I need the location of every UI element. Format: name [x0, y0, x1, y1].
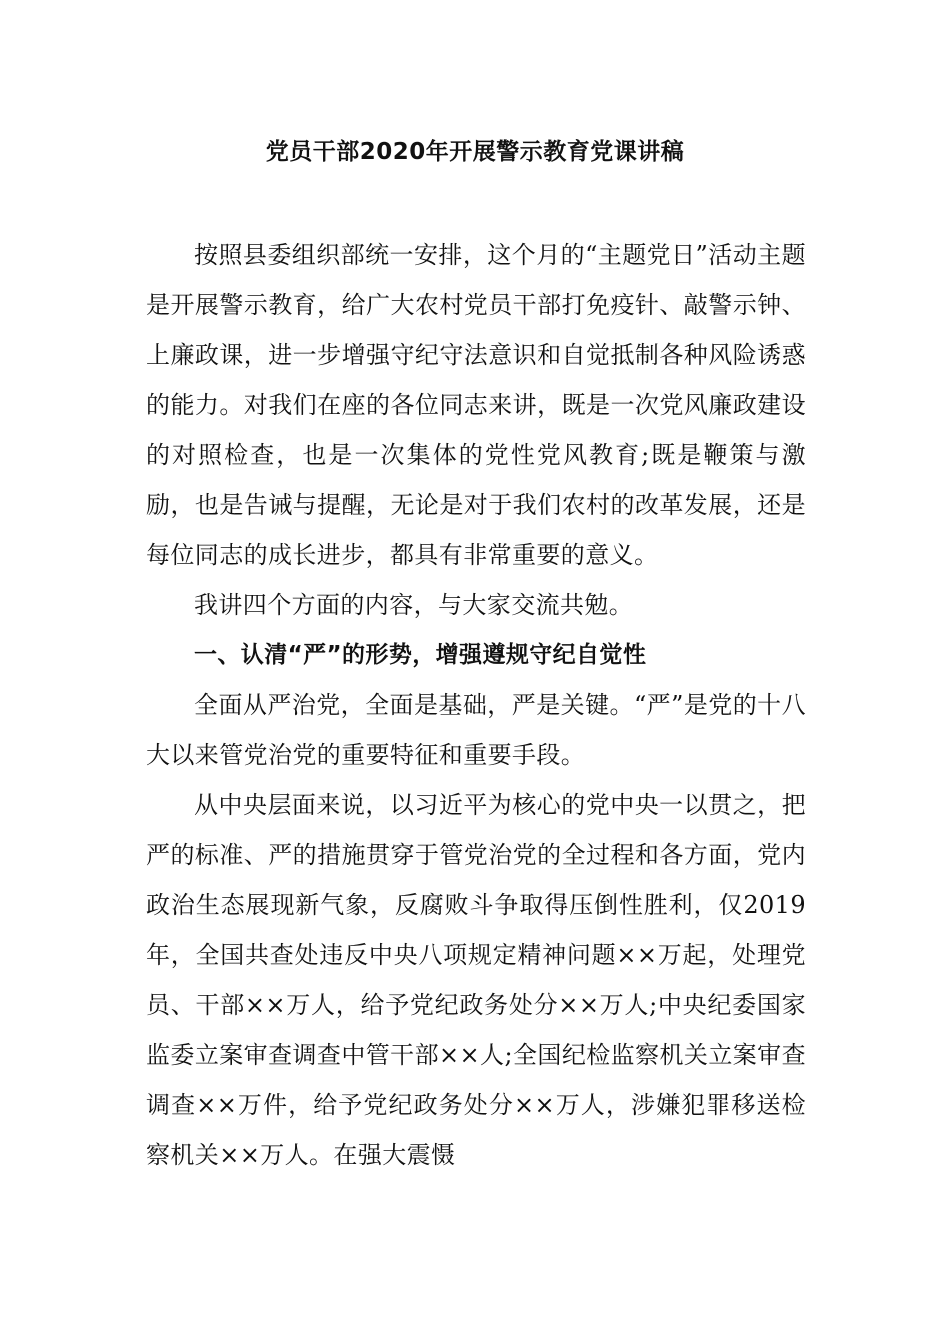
document-body [146, 230, 806, 1180]
paragraph-section-1-a: 全面从严治党，全面是基础，严是关键。“严”是党的十八大以来管党治党的重要特征和重要手段。 [146, 691, 806, 769]
paragraph-section-1-b: 从中央层面来说，以习近平为核心的党中央一以贯之，把严的标准、严的措施贯穿于管党治党的全过程和各方面，党内政治生态展现新气象，反腐败斗争取得压倒性胜利，仅2019年，全国共查处违反中央八项规定精神问题××万起，处理党员、干部××万人，给予党纪政务处分××万人;中央纪委国家监委立案审查调查中管干部××人;全国纪检监察机关立案审查调查××万件，给予党纪政务处分××万人，涉嫌犯罪移送检察机关××万人。在强大震慑 [146, 791, 806, 1169]
document-title: 党员干部2020年开展警示教育党课讲稿 [265, 139, 685, 165]
paragraph-outline: 我讲四个方面的内容，与大家交流共勉。 [194, 591, 634, 619]
paragraph-intro: 按照县委组织部统一安排，这个月的“主题党日”活动主题是开展警示教育，给广大农村党员干部打免疫针、敲警示钟、上廉政课，进一步增强守纪守法意识和自觉抵制各种风险诱惑的能力。对我们在座的各位同志来讲，既是一次党风廉政建设的对照检查，也是一次集体的党性党风教育;既是鞭策与激励，也是告诫与提醒，无论是对于我们农村的改革发展，还是每位同志的成长进步，都具有非常重要的意义。 [146, 241, 806, 569]
section-heading-1: 一、认清“严”的形势，增强遵规守纪自觉性 [194, 642, 647, 668]
